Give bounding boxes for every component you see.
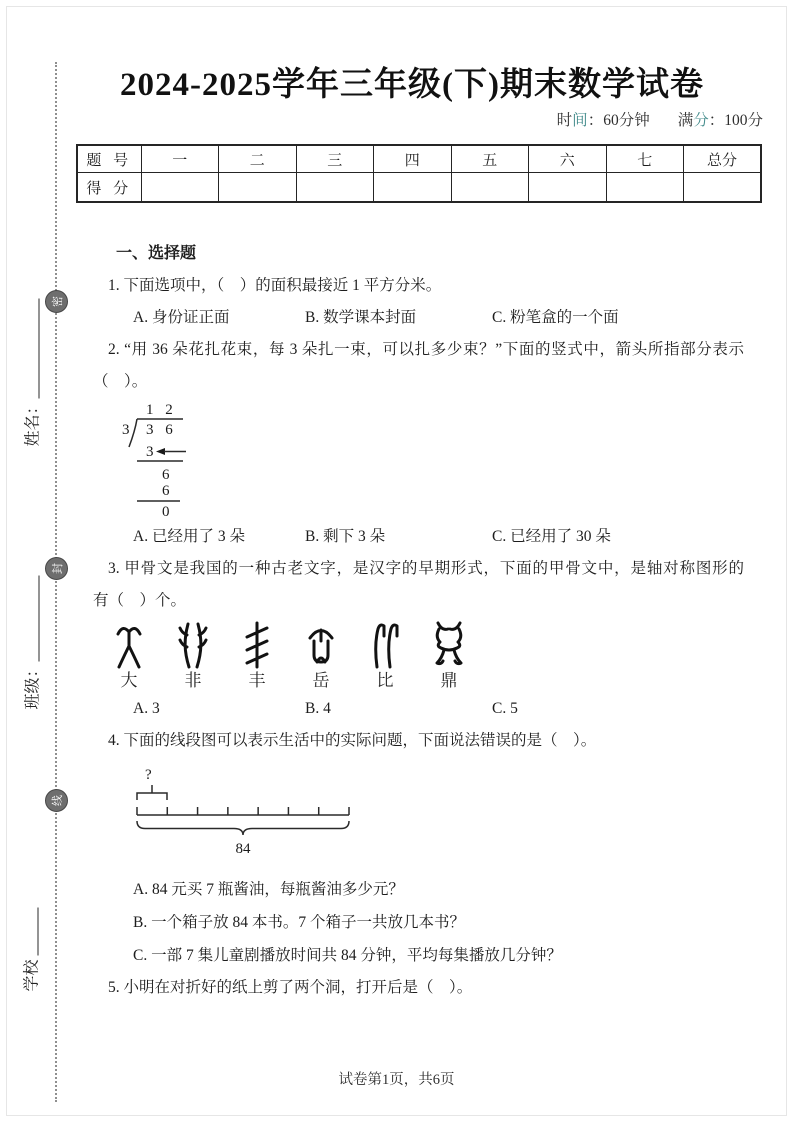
table-cell-total: 总分 bbox=[684, 145, 762, 173]
name-blank-line bbox=[23, 298, 39, 398]
oracle-cell-yue bbox=[293, 621, 349, 693]
section-heading: 一、选择题 bbox=[116, 245, 197, 262]
option-c: C. 粉笔盒的一个面 bbox=[492, 309, 619, 326]
division-quotient: 1 2 bbox=[146, 402, 177, 418]
option-b: B. 数学课本封面 bbox=[305, 309, 417, 326]
oracle-cell-feng bbox=[229, 621, 285, 693]
score-blank-cell bbox=[296, 173, 374, 203]
seal-badge-xian bbox=[45, 789, 68, 812]
division-dividend: 3 6 bbox=[146, 422, 177, 438]
question-1-options bbox=[93, 302, 744, 334]
question-1-text: 1. 下面选项中，（ ）的面积最接近 1 平方分米。 bbox=[108, 277, 442, 294]
table-cell-part4: 四 bbox=[374, 145, 452, 173]
total-brace bbox=[137, 821, 349, 835]
option-a: A. 身份证正面 bbox=[133, 309, 230, 326]
seal-badge-feng bbox=[45, 557, 68, 580]
oracle-label: 岳 bbox=[312, 671, 330, 690]
division-divisor: 3 bbox=[122, 422, 130, 438]
school-blank-line bbox=[22, 907, 38, 955]
option-c: C. 5 bbox=[492, 700, 518, 717]
score-table-score-row bbox=[77, 173, 761, 203]
diagram-total-label: 84 bbox=[235, 841, 251, 857]
division-step3: 6 bbox=[162, 483, 170, 499]
seal-char: 密 bbox=[51, 296, 64, 307]
question-3-text-line1: 3. 甲骨文是我国的一种古老文字，是汉字的早期形式，下面的甲骨文中，是轴对称图形的 bbox=[108, 560, 744, 577]
diagram-question-mark: ? bbox=[145, 767, 152, 783]
seal-badge-mi bbox=[45, 290, 68, 313]
time-value: ：60分钟 bbox=[587, 112, 650, 129]
question-2-options bbox=[93, 521, 744, 553]
oracle-da-glyph bbox=[114, 621, 144, 669]
oracle-cell-fei bbox=[165, 621, 221, 693]
table-cell-question-no: 题 号 bbox=[77, 145, 141, 173]
score-value: ：100分 bbox=[708, 112, 763, 129]
arrow-icon bbox=[156, 448, 165, 455]
score-table-header-row bbox=[77, 145, 761, 173]
oracle-label: 丰 bbox=[248, 671, 266, 690]
table-cell-score-label: 得 分 bbox=[77, 173, 141, 203]
name-label: 姓名： bbox=[24, 398, 42, 447]
oracle-bi-glyph bbox=[369, 621, 401, 669]
oracle-cell-bi bbox=[357, 621, 413, 693]
table-cell-part7: 七 bbox=[606, 145, 684, 173]
name-field bbox=[20, 257, 43, 447]
option-a: A. 已经用了 3 朵 bbox=[133, 528, 245, 545]
table-cell-part2: 二 bbox=[219, 145, 297, 173]
segment-ticks bbox=[137, 807, 349, 815]
question-5-text: 5. 小明在对折好的纸上剪了两个洞，打开后是（ ）。 bbox=[108, 979, 473, 996]
segment-diagram bbox=[134, 765, 364, 859]
table-cell-part3: 三 bbox=[296, 145, 374, 173]
oracle-script-figure bbox=[93, 621, 744, 693]
class-blank-line bbox=[23, 575, 39, 661]
option-b: B. 4 bbox=[305, 700, 331, 717]
question-3-text-line2: 有（ ）个。 bbox=[93, 592, 187, 609]
score-blank-cell bbox=[606, 173, 684, 203]
oracle-label: 比 bbox=[376, 671, 394, 690]
score-blank-cell bbox=[529, 173, 607, 203]
table-cell-part5: 五 bbox=[451, 145, 529, 173]
table-cell-part1: 一 bbox=[141, 145, 219, 173]
table-cell-part6: 六 bbox=[529, 145, 607, 173]
score-blank-cell bbox=[141, 173, 219, 203]
option-c: C. 已经用了 30 朵 bbox=[492, 528, 611, 545]
school-field bbox=[19, 882, 42, 992]
oracle-yue-glyph bbox=[306, 621, 336, 669]
time-label: 时 bbox=[556, 112, 573, 129]
question-2-text-line1: 2. “用 36 朵花扎花束，每 3 朵扎一束，可以扎多少束？”下面的竖式中，箭头所指部分表示 bbox=[108, 341, 744, 358]
score-blank-cell bbox=[219, 173, 297, 203]
first-segment-bracket bbox=[137, 793, 167, 800]
class-label: 班级： bbox=[24, 661, 42, 710]
class-field bbox=[20, 550, 43, 710]
seal-char: 线 bbox=[51, 795, 64, 806]
seal-dotted-line bbox=[55, 62, 57, 1102]
score-table bbox=[76, 144, 762, 203]
oracle-fei-glyph bbox=[178, 621, 208, 669]
division-remainder: 0 bbox=[162, 504, 170, 519]
question-4-option-a: A. 84 元买 7 瓶酱油，每瓶酱油多少元？ bbox=[133, 881, 404, 898]
exam-info bbox=[557, 108, 763, 130]
score-blank-cell bbox=[684, 173, 762, 203]
oracle-label: 大 bbox=[120, 671, 138, 690]
score-blank-cell bbox=[374, 173, 452, 203]
score-label: 满 bbox=[677, 112, 694, 129]
exam-body bbox=[93, 238, 744, 1004]
question-4-text: 4. 下面的线段图可以表示生活中的实际问题，下面说法错误的是（ ）。 bbox=[108, 732, 597, 749]
oracle-ding-glyph bbox=[433, 621, 465, 669]
time-label-hl: 间 bbox=[572, 112, 588, 129]
oracle-label: 非 bbox=[184, 671, 202, 690]
option-b: B. 剩下 3 朵 bbox=[305, 528, 386, 545]
score-label-hl: 分 bbox=[693, 112, 709, 129]
question-2-text-line2: （ ）。 bbox=[93, 373, 148, 390]
long-division-figure bbox=[122, 401, 192, 519]
oracle-label: 鼎 bbox=[440, 671, 458, 690]
division-step2: 6 bbox=[162, 467, 170, 483]
division-step1: 3 bbox=[146, 444, 154, 460]
oracle-cell-da bbox=[101, 621, 157, 693]
question-4-option-b: B. 一个箱子放 84 本书。7 个箱子一共放几本书？ bbox=[133, 914, 465, 931]
question-3-options bbox=[93, 693, 744, 725]
school-label: 学校 bbox=[23, 959, 41, 992]
option-a: A. 3 bbox=[133, 700, 160, 717]
oracle-cell-ding bbox=[421, 621, 477, 693]
page-number: 试卷第1页，共6页 bbox=[338, 1072, 455, 1088]
seal-char: 封 bbox=[51, 563, 64, 574]
oracle-feng-glyph bbox=[242, 621, 272, 669]
score-blank-cell bbox=[451, 173, 529, 203]
question-4-option-c: C. 一部 7 集儿童剧播放时间共 84 分钟，平均每集播放几分钟？ bbox=[133, 947, 562, 964]
page-title: 2024-2025学年三年级(下)期末数学试卷 bbox=[120, 67, 704, 103]
